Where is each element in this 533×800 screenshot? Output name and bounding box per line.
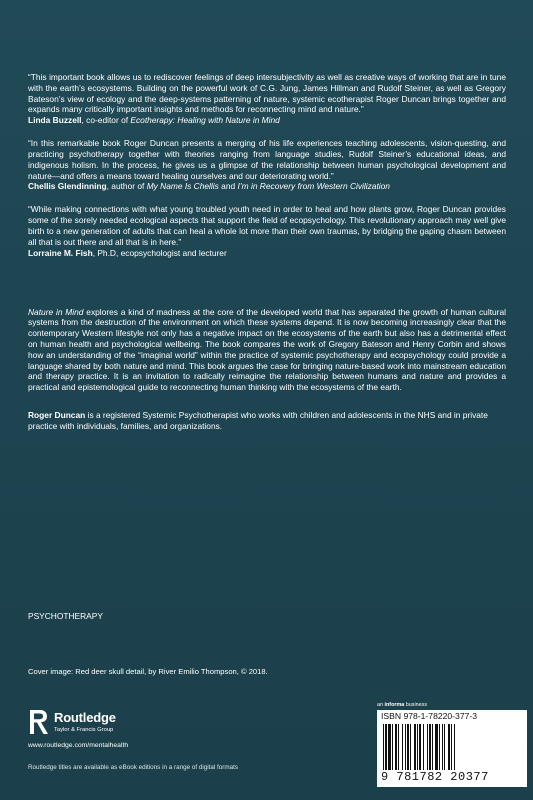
- endorsement-attribution: Linda Buzzell, co-editor of Ecotherapy: Healing with Nature in Mind: [28, 115, 280, 126]
- endorsement-quote: “In this remarkable book Roger Duncan presents a merging of his life experiences teaching adolescents, vision-questing, and practicing psychotherapy together with theories ranging from language studies, Rudolf Steiner’s educational ideas, and indigenous holism. In the process, he gives us a glimpse of the relationship between human psychological development and nature—and offers a means toward healing ourselves and our deteriorating world.”: [28, 138, 506, 181]
- barcode-digits: 9 781782 20377: [381, 770, 489, 784]
- publisher-logo: [28, 708, 178, 744]
- endorsement-3: [28, 204, 506, 258]
- ebook-note: Routledge titles are available as eBook editions in a range of digital formats: [28, 764, 239, 771]
- routledge-r-logo-icon: [28, 708, 50, 736]
- publisher-name: Routledge: [54, 710, 116, 725]
- endorsement-quote: “This important book allows us to rediscover feelings of deep intersubjectivity as well as creative ways of working that are in tune with the earth’s ecosystems. Building on the powerful work of C.G. Jung, James Hillman and Rudolf Steiner, as well as Gregory Bateson’s view of ecology and the deep-systems patterning of nature, systemic ecotherapist Roger Duncan brings together and expands many critically important insights and methods for reconnecting mind and nature.”: [28, 72, 506, 115]
- cover-image-credit: Cover image: Red deer skull detail, by River Emilio Thompson, © 2018.: [28, 667, 268, 676]
- cover-text: [28, 72, 506, 432]
- endorsement-1: [28, 72, 506, 126]
- isbn-number: ISBN 978-1-78220-377-3: [381, 711, 478, 721]
- endorsement-attribution: Lorraine M. Fish, Ph.D, ecopsychologist and lecturer: [28, 247, 227, 258]
- endorsement-2: [28, 138, 506, 192]
- endorsement-attribution: Chellis Glendinning, author of My Name Is Chellis and I’m in Recovery from Western Civilization: [28, 181, 390, 192]
- informa-business-label: an informa business: [377, 702, 428, 708]
- book-description: Nature in Mind explores a kind of madness at the core of the developed world that has separated the growth of human cultural systems from the destruction of the environment on which these systems depend. It is now becoming increasingly clear that the contemporary Western lifestyle not only has a negative impact on the ecosystems of the earth but also has a detrimental effect on human health and psychological wellbeing. The book compares the work of Gregory Bateson and Henry Corbin and shows how an understanding of the “imaginal world” within the practice of systemic psychotherapy and ecopsychology could provide a language shared by both nature and mind. This book argues the case for bringing nature-based work into mainstream education and therapy practice. It is an invitation to radically reimagine the relationship between humans and nature and provides a practical and epistemological guide to reconnecting human thinking with the ecosystems of the earth.: [28, 306, 506, 393]
- isbn-barcode: [377, 710, 527, 787]
- endorsement-quote: “While making connections with what young troubled youth need in order to heal and how plants grow, Roger Duncan provides some of the sorely needed ecological aspects that support the field of ecopsychology. This revolutionary approach may well give birth to a new generation of adults that can heal a whole lot more than their own traumas, by bridging the gaping chasm between all that is out there and all that is in here.”: [28, 204, 506, 247]
- barcode-icon: [383, 724, 495, 770]
- publisher-group: Taylor & Francis Group: [54, 727, 114, 733]
- author-bio: Roger Duncan is a registered Systemic Psychotherapist who works with children and adolescents in the NHS and in private practice with individuals, families, and organizations.: [28, 409, 488, 431]
- publisher-url: www.routledge.com/mentalhealth: [28, 742, 129, 749]
- subject-category: PSYCHOTHERAPY: [28, 611, 103, 621]
